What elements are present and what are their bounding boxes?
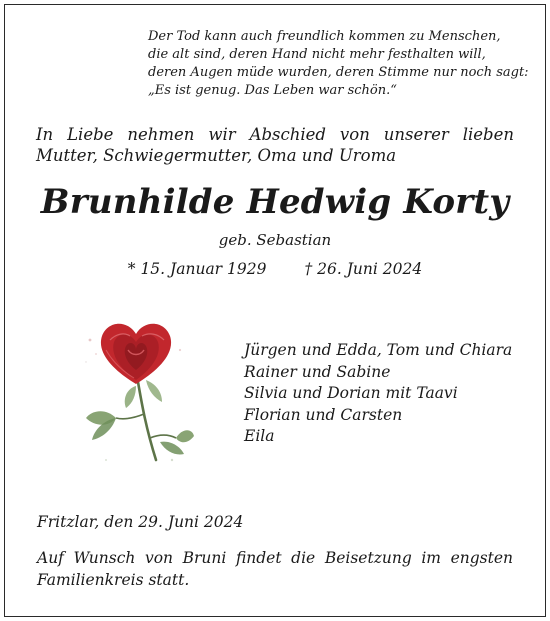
poem-line: die alt sind, deren Hand nicht mehr festhalten will, xyxy=(148,47,486,62)
family-list xyxy=(244,340,534,448)
rose-watercolor-icon xyxy=(76,310,196,470)
life-dates xyxy=(0,258,550,280)
birth-name: geb. Sebastian xyxy=(218,231,332,249)
intro-text: In Liebe nehmen wir Abschied von unserer lieben Mutter, Schwiegermutter, Oma und Uroma xyxy=(36,125,514,165)
burial-note: Auf Wunsch von Bruni findet die Beisetzung im engsten Familienkreis statt. xyxy=(37,549,513,589)
death-date: † 26. Juni 2024 xyxy=(304,260,423,278)
poem xyxy=(148,28,528,100)
family-line: Eila xyxy=(244,427,275,445)
family-line: Jürgen und Edda, Tom und Chiara xyxy=(244,341,513,359)
birth-date: * 15. Januar 1929 xyxy=(127,260,267,278)
poem-line: deren Augen müde wurden, deren Stimme nur noch sagt: xyxy=(148,65,529,80)
family-line: Rainer und Sabine xyxy=(244,362,391,381)
poem-line: „Es ist genug. Das Leben war schön.“ xyxy=(148,83,397,98)
deceased-name: Brunhilde Hedwig Korty xyxy=(40,182,510,222)
family-line: Silvia und Dorian mit Taavi xyxy=(244,384,458,402)
place-date: Fritzlar, den 29. Juni 2024 xyxy=(37,513,244,531)
poem-line: Der Tod kann auch freundlich kommen zu Menschen, xyxy=(148,29,501,44)
family-line: Florian und Carsten xyxy=(244,405,403,424)
